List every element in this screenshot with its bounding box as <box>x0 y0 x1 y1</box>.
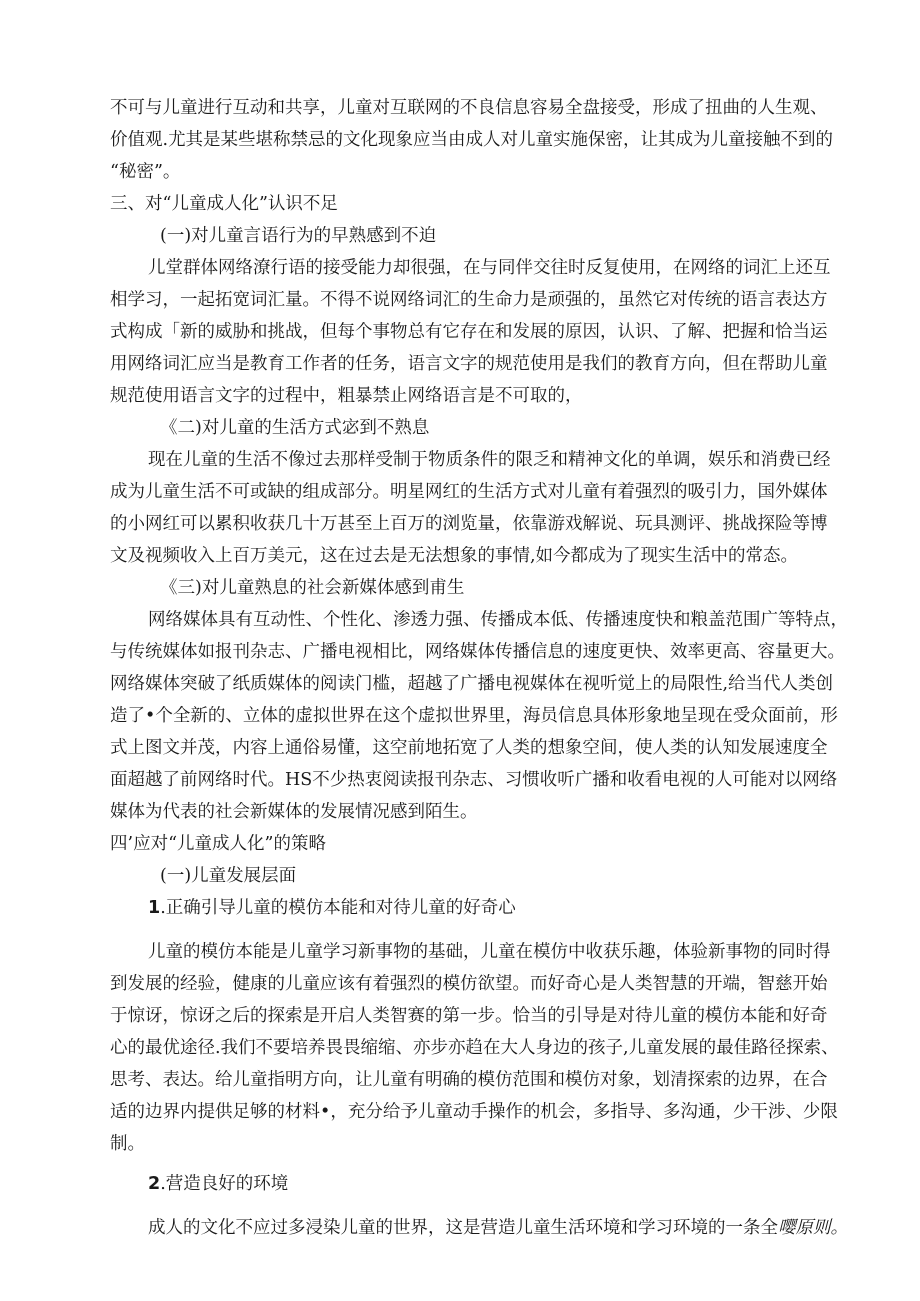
body-line: 的小网红可以累积收获几十万甚至上百万的浏览量，依靠游戏解说、玩具测评、挑战探险等博 <box>110 514 828 534</box>
body-line: “秘密”。 <box>110 162 181 182</box>
body-line: 网络媒体突破了纸质媒体的阅读门槛，超越了广播电视媒体在视听觉上的局限性,给当代人类创 <box>110 674 834 694</box>
subsection-heading: (一)儿童发展层面 <box>160 866 297 886</box>
body-line: 网络媒体具有互动性、个性化、渗透力强、传播成本低、传播速度快和粮盖范围广等特点， <box>148 610 848 630</box>
body-line: 价值观.尤其是某些堪称禁忌的文化现象应当由成人对儿童实施保密，让其成为儿童接触不到的 <box>110 130 834 150</box>
body-line: 思考、表达。给儿童指明方向，让儿童有明确的模仿范围和模仿对象，划清探索的边界，在合 <box>110 1070 828 1090</box>
item-number: 2 <box>148 1174 161 1194</box>
body-line: 儿堂群体网络潦行语的接受能力却很强，在与同伴交往时反复使用，在网络的词汇上还互 <box>148 258 831 278</box>
body-line: 儿童的模仿本能是儿童学习新事物的基础，儿童在模仿中收获乐趣，体验新事物的同时得 <box>148 942 831 962</box>
body-line: 式上图文并茂，内容上通俗易懂，这空前地拓宽了人类的想象空间，使人类的认知发展速度全 <box>110 738 828 758</box>
subsection-heading: (一)对儿童言语行为的早熟感到不迫 <box>160 226 437 246</box>
section-heading: 四’应对“儿童成人化”的策略 <box>110 834 326 854</box>
numbered-heading <box>148 896 516 920</box>
body-line: 面超越了前网络时代。HS不少热衷阅读报刊杂志、习惯收听广播和收看电视的人可能对以网络 <box>110 770 838 790</box>
body-line: 文及视频收入上百万美元，这在过去是无法想象的事情,如今都成为了现实生活中的常态。 <box>110 546 799 566</box>
subsection-heading: 《二)对儿童的生活方式宓到不熟息 <box>160 418 430 438</box>
body-line: 心的最优途径.我们不要培养畏畏缩缩、亦步亦趋在大人身边的孩子,儿童发展的最佳路径探索、 <box>110 1038 839 1058</box>
body-line: 制。 <box>110 1134 145 1154</box>
body-line: 到发展的经验，健康的儿童应该有着强烈的模仿欲望。而好奇心是人类智慧的开端，智慈开始 <box>110 974 828 994</box>
body-line: 媒体为代表的社会新媒体的发展情况感到陌生。 <box>110 802 478 822</box>
item-title: .正确引导儿童的模仿本能和对待儿童的好奇心 <box>160 898 516 918</box>
body-line: 适的边界内提供足够的材料•，充分给予儿童动手操作的机会，多指导、多沟通，少干涉、少限 <box>110 1102 838 1122</box>
body-line: 成为儿童生活不可或缺的组成部分。明星网红的生活方式对儿童有着强烈的吸引力，国外媒体 <box>110 482 828 502</box>
item-number: 1 <box>148 898 161 918</box>
item-title: .营造良好的环境 <box>160 1174 289 1194</box>
section-heading: 三、对“儿童成人化”认识不足 <box>110 194 338 214</box>
body-line: 相学习，一起拓宽词汇量。不得不说网络词汇的生命力是顽强的，虽然它对传统的语言表达方 <box>110 290 828 310</box>
body-line <box>148 1216 848 1240</box>
numbered-heading <box>148 1172 288 1196</box>
body-line: 现在儿童的生活不像过去那样受制于物质条件的限乏和精神文化的单调，娱乐和消费已经 <box>148 450 831 470</box>
body-line: 造了•个全新的、立体的虚拟世界在这个虚拟世界里，海员信息具体形象地呈现在受众面前，形 <box>110 706 838 726</box>
subsection-heading: 《三)对儿童熟息的社会新媒体感到甫生 <box>160 578 465 598</box>
body-line: 不可与儿童进行互动和共享，儿童对互联网的不良信息容易全盘接受，形成了扭曲的人生观、 <box>110 98 828 118</box>
body-line: 与传统媒体如报刊杂志、广播电视相比，网络媒体传播信息的速度更快、效率更高、容量更大。 <box>110 642 845 662</box>
body-line: 规范使用语言文字的过程中，粗暴禁止网络语言是不可取的， <box>110 386 583 406</box>
body-line: 用网络词汇应当是教育工作者的任务，语言文字的规范使用是我们的教育方向，但在帮助儿童 <box>110 354 828 374</box>
body-text-italic: 嘤原则。 <box>778 1218 848 1238</box>
body-line: 式构成「新的威胁和挑战，但每个事物总有它存在和发展的原因，认识、了解、把握和恰当运 <box>110 322 828 342</box>
body-line: 于惊讶，惊讶之后的探索是开启人类智赛的第一步。恰当的引导是对待儿童的模仿本能和好奇 <box>110 1006 828 1026</box>
body-text: 成人的文化不应过多浸染儿童的世界，这是营造儿童生活环境和学习环境的一条全 <box>148 1218 778 1238</box>
